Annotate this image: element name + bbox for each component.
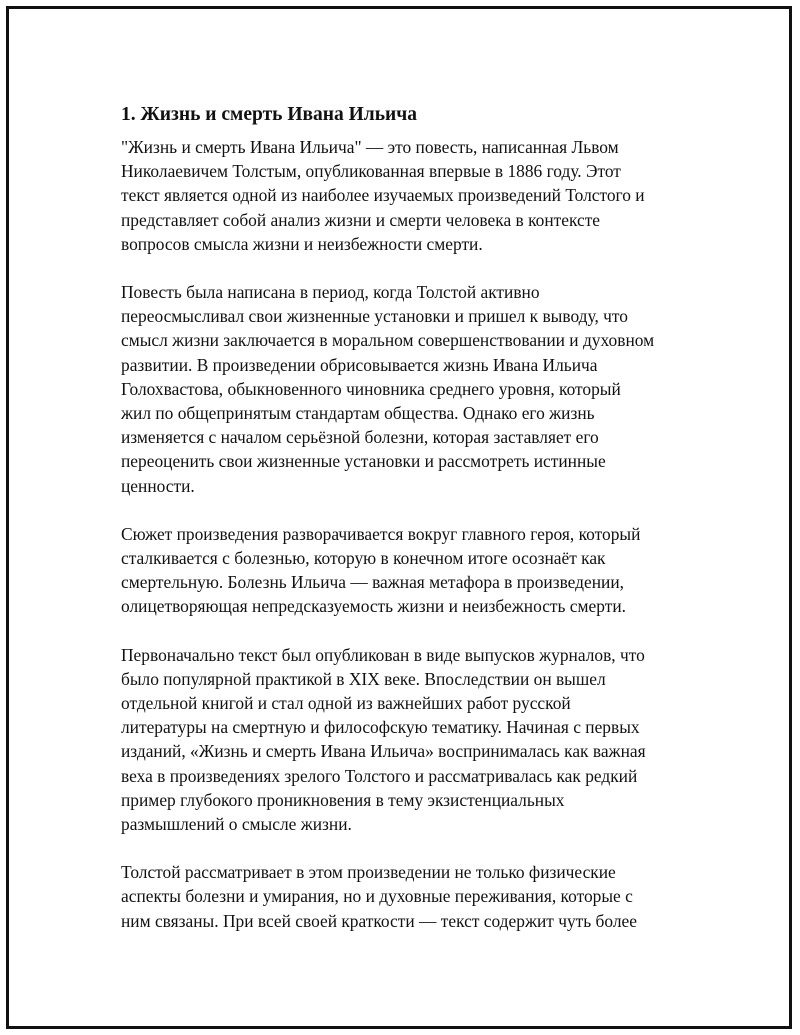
- paragraph-2: Повесть была написана в период, когда Толстой активно переосмысливал свои жизненные установки и пришел к выводу, что смысл жизни заключается в моральном совершенствовании и духовном развитии. В произведении обрисовывается жизнь Ивана Ильича Голохвастова, обыкновенного чиновника среднего уровня, который жил по общепринятым стандартам общества. Однако его жизнь изменяется с началом серьёзной болезни, которая заставляет его переоценить свои жизненные установки и рассмотреть истинные ценности.: [121, 282, 655, 496]
- page-frame: [6, 6, 792, 1029]
- paragraph-4: Первоначально текст был опубликован в виде выпусков журналов, что было популярной практикой в XIX веке. Впоследствии он вышел отдельной книгой и стал одной из важнейших работ русской литературы на смертную и философскую тематику. Начиная с первых изданий, «Жизнь и смерть Ивана Ильича» воспринималась как важная веха в произведениях зрелого Толстого и рассматривалась как редкий пример глубокого проникновения в тему экзистенциальных размышлений о смысле жизни.: [121, 644, 646, 835]
- paragraph-3: Сюжет произведения разворачивается вокруг главного героя, который сталкивается с болезнью, которую в конечном итоге осознаёт как смертельную. Болезнь Ильича — важная метафора в произведении, олицетворяющая непредсказуемость жизни и неизбежность смерти.: [121, 523, 641, 617]
- document-body: [121, 97, 701, 957]
- paragraph-5: Толстой рассматривает в этом произведении не только физические аспекты болезни и умирания, но и духовные переживания, которые с ним связаны. При всей своей краткости — текст содержит чуть более: [121, 862, 637, 931]
- paragraph-1: "Жизнь и смерть Ивана Ильича" — это повесть, написанная Львом Николаевичем Толстым, опубликованная впервые в 1886 году. Этот текст является одной из наиболее изучаемых произведений Толстого и представляет собой анализ жизни и смерти человека в контексте вопросов смысла жизни и неизбежности смерти.: [121, 137, 645, 254]
- section-heading: 1. Жизнь и смерть Ивана Ильича: [121, 104, 418, 125]
